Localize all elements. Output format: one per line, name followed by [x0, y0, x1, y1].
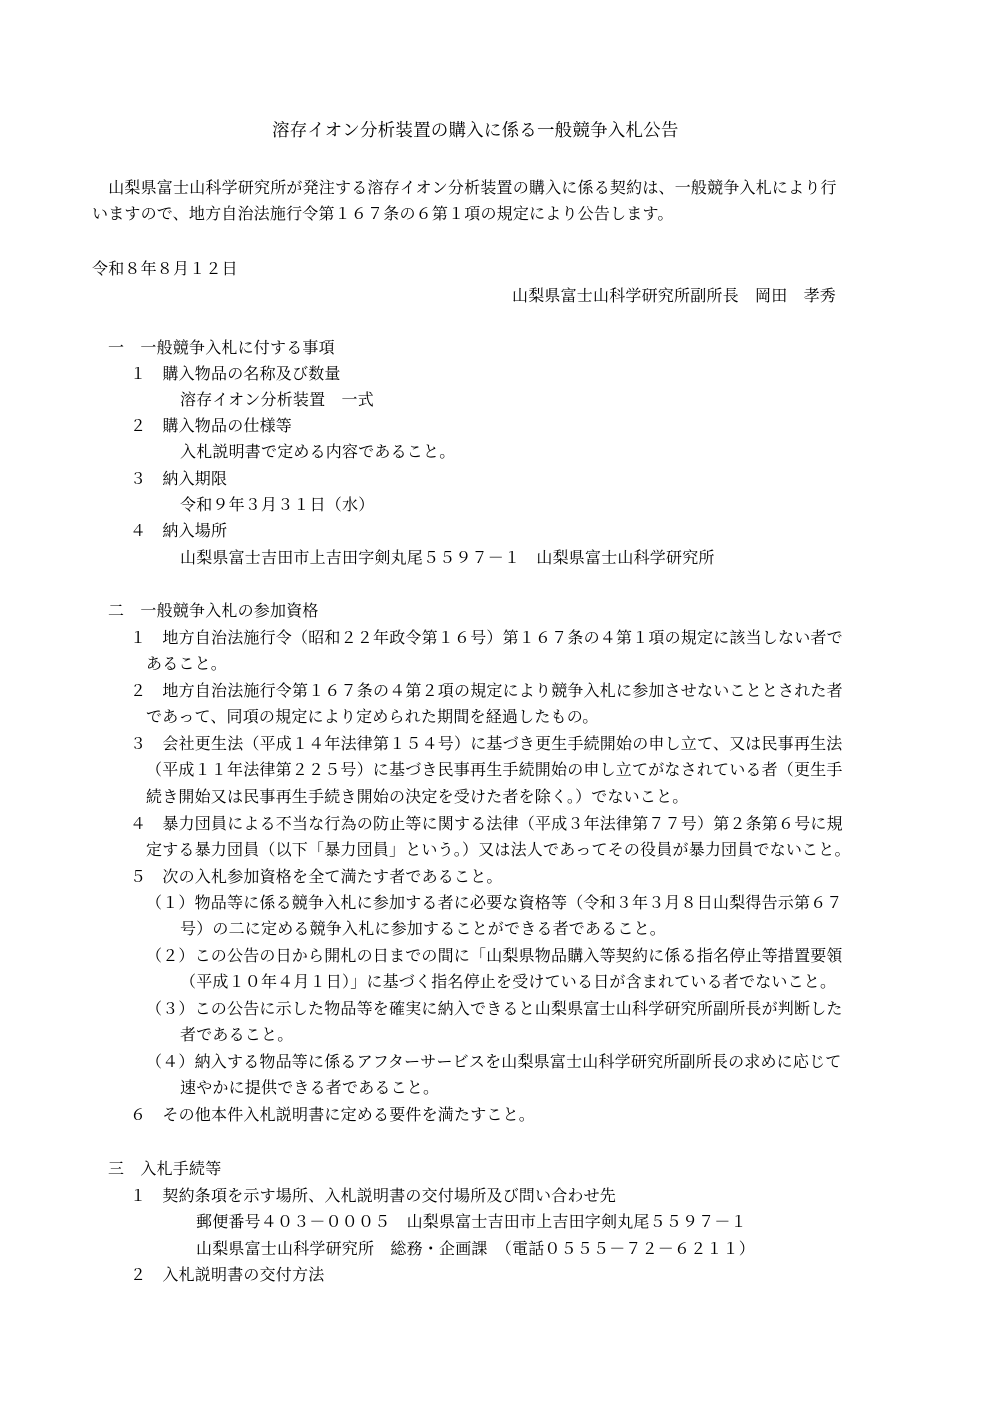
- section-3-heading: 三 入札手続等: [108, 1159, 222, 1178]
- section-1-heading: 一 一般競争入札に付する事項: [108, 338, 335, 357]
- s2-item-2-line-1: ２ 地方自治法施行令第１６７条の４第２項の規定により競争入札に参加させないこととされた者: [130, 681, 843, 700]
- s2-item-3-line-2: （平成１１年法律第２２５号）に基づき民事再生手続開始の申し立てがなされている者（更生手: [146, 760, 843, 779]
- s2-item-5-2-line-1: （２）この公告の日から開札の日までの間に「山梨県物品購入等契約に係る指名停止等措置要領: [146, 946, 843, 965]
- s1-item-3-detail: 令和９年３月３１日（水）: [180, 495, 375, 514]
- notice-date: 令和８年８月１２日: [92, 259, 238, 278]
- s1-item-4-detail: 山梨県富士吉田市上吉田字剣丸尾５５９７－１ 山梨県富士山科学研究所: [180, 548, 715, 567]
- s1-item-2-detail: 入札説明書で定める内容であること。: [180, 442, 456, 461]
- s2-item-3-line-3: 続き開始又は民事再生手続き開始の決定を受けた者を除く。）でないこと。: [146, 787, 689, 806]
- s3-item-1-detail-2: 山梨県富士山科学研究所 総務・企画課 （電話０５５５－７２－６２１１）: [196, 1239, 756, 1258]
- intro-line-2: いますので、地方自治法施行令第１６７条の６第１項の規定により公告します。: [92, 204, 674, 223]
- s2-item-1-line-1: １ 地方自治法施行令（昭和２２年政令第１６号）第１６７条の４第１項の規定に該当しない者で: [130, 628, 843, 647]
- s1-item-2: ２ 購入物品の仕様等: [130, 416, 293, 435]
- s1-item-1-detail: 溶存イオン分析装置 一式: [180, 390, 374, 409]
- s2-item-2-line-2: であって、同項の規定により定められた期間を経過したもの。: [146, 707, 599, 726]
- s2-item-5-3-line-2: 者であること。: [180, 1025, 294, 1044]
- s2-item-6: ６ その他本件入札説明書に定める要件を満たすこと。: [130, 1105, 536, 1124]
- s2-item-5-1-line-2: 号）の二に定める競争入札に参加することができる者であること。: [180, 919, 667, 938]
- s2-item-1-line-2: あること。: [146, 654, 228, 673]
- s2-item-4-line-1: ４ 暴力団員による不当な行為の防止等に関する法律（平成３年法律第７７号）第２条第６号に規: [130, 814, 843, 833]
- s1-item-1: １ 購入物品の名称及び数量: [130, 364, 341, 383]
- document-title: 溶存イオン分析装置の購入に係る一般競争入札公告: [272, 121, 679, 141]
- s2-item-5-3-line-1: （３）この公告に示した物品等を確実に納入できると山梨県富士山科学研究所副所長が判断した: [146, 999, 843, 1018]
- issuer-name: 山梨県富士山科学研究所副所長 岡田 孝秀: [512, 286, 837, 305]
- intro-line-1: 山梨県富士山科学研究所が発注する溶存イオン分析装置の購入に係る契約は、一般競争入札により行: [92, 178, 837, 197]
- s2-item-5-2-line-2: （平成１０年４月１日）」に基づく指名停止を受けている日が含まれている者でないこと。: [180, 972, 837, 991]
- s2-item-4-line-2: 定する暴力団員（以下「暴力団員」という。）又は法人であってその役員が暴力団員でないこと。: [146, 840, 851, 859]
- s3-item-1: １ 契約条項を示す場所、入札説明書の交付場所及び問い合わせ先: [130, 1186, 617, 1205]
- s3-item-2: ２ 入札説明書の交付方法: [130, 1265, 325, 1284]
- section-2-heading: 二 一般競争入札の参加資格: [108, 601, 319, 620]
- s2-item-5-4-line-2: 速やかに提供できる者であること。: [180, 1078, 440, 1097]
- s3-item-1-detail-1: 郵便番号４０３－０００５ 山梨県富士吉田市上吉田字剣丸尾５５９７－１: [196, 1212, 747, 1231]
- s2-item-3-line-1: ３ 会社更生法（平成１４年法律第１５４号）に基づき更生手続開始の申し立て、又は民事再生法: [130, 734, 843, 753]
- s2-item-5-1-line-1: （１）物品等に係る競争入札に参加する者に必要な資格等（令和３年３月８日山梨得告示第６７: [146, 893, 843, 912]
- s1-item-4: ４ 納入場所: [130, 521, 228, 540]
- s2-item-5: ５ 次の入札参加資格を全て満たす者であること。: [130, 867, 503, 886]
- s1-item-3: ３ 納入期限: [130, 469, 228, 488]
- s2-item-5-4-line-1: （４）納入する物品等に係るアフターサービスを山梨県富士山科学研究所副所長の求めに応じて: [146, 1052, 842, 1071]
